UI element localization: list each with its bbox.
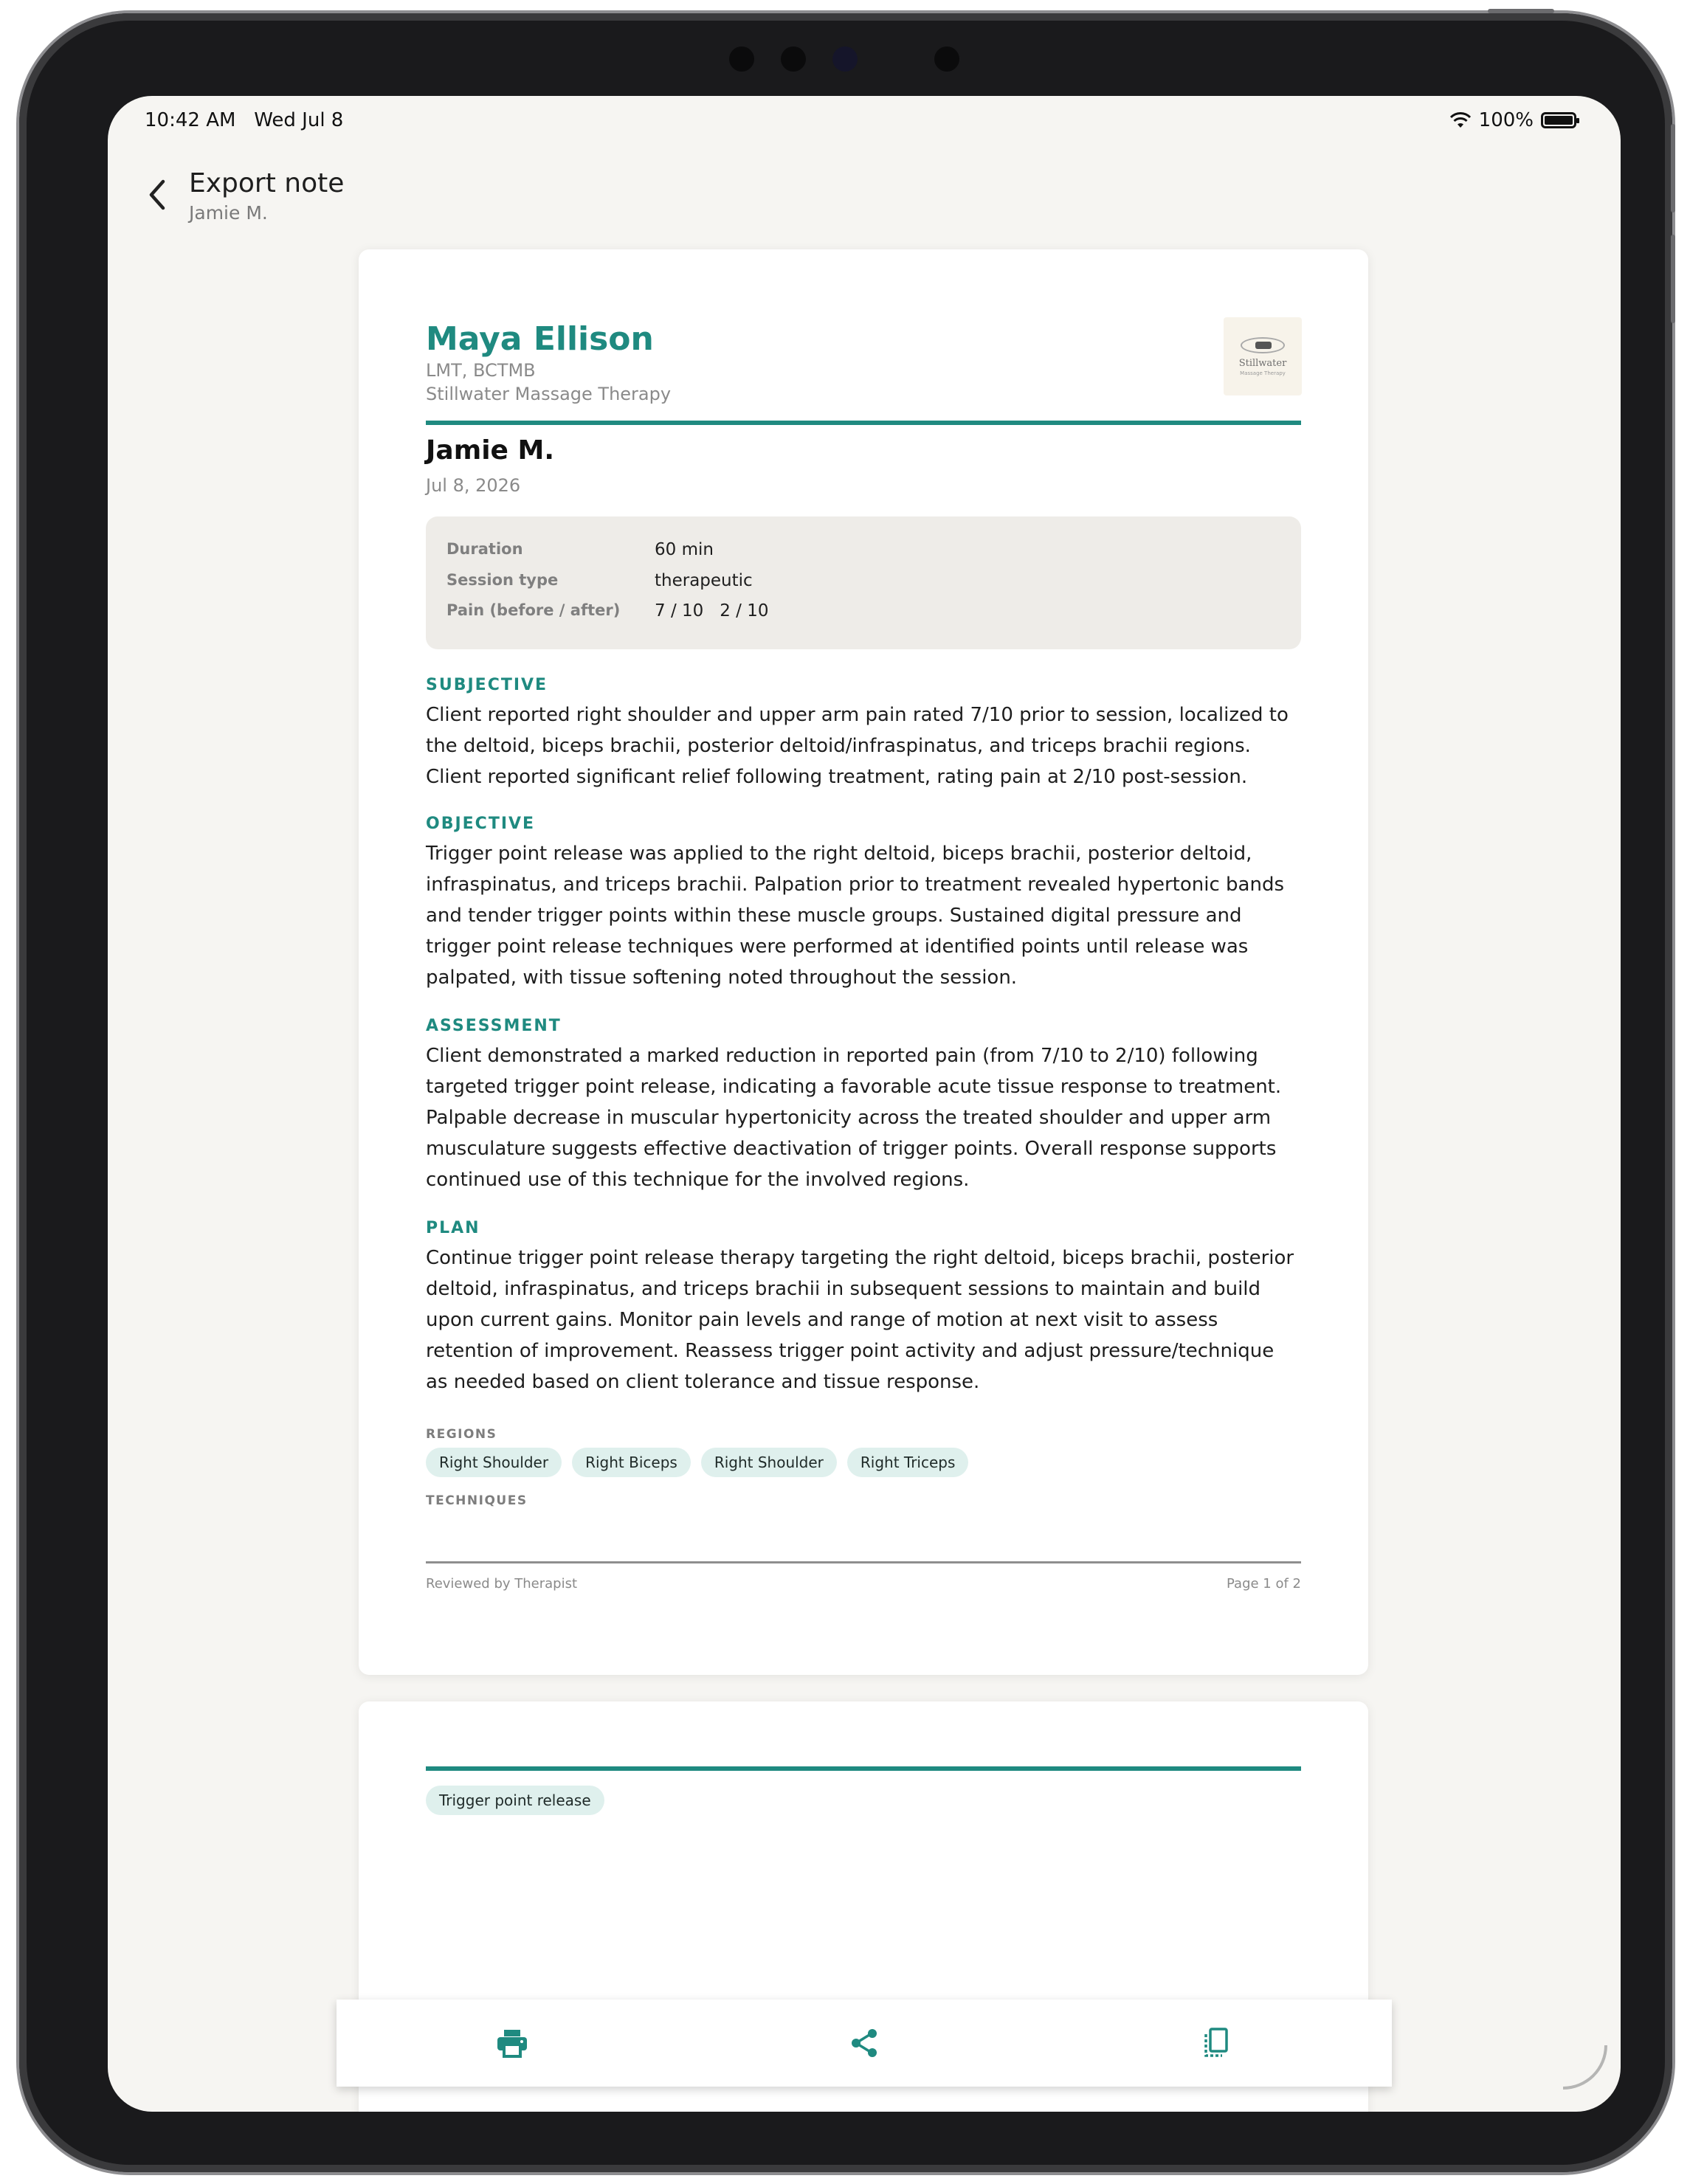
print-button[interactable] <box>483 2014 542 2073</box>
footer-reviewed: Reviewed by Therapist <box>426 1576 578 1592</box>
status-bar <box>108 96 1621 148</box>
duration-value: 60 min <box>655 540 714 559</box>
region-chip: Right Shoulder <box>426 1448 562 1477</box>
pages-button[interactable] <box>1187 2014 1246 2073</box>
logo-word: Stillwater <box>1238 357 1287 369</box>
assessment-text: Client demonstrated a marked reduction in reported pain (from 7/10 to 2/10) following targeted trigger point release, indicating a favorable acute tissue response to treatment. Palpable decrease in muscular hypertonicity across the treated shoulder and upper arm musculature suggests effective deactivation of trigger points. Overall response supports continued use of this technique for the involved regions. <box>426 1045 1282 1191</box>
session-date: Jul 8, 2026 <box>426 475 521 496</box>
plan-heading: PLAN <box>426 1219 480 1237</box>
tablet-frame <box>19 13 1672 2172</box>
note-page-1 <box>359 249 1368 1675</box>
header-divider <box>426 1766 1301 1771</box>
status-time <box>145 109 343 131</box>
subjective-text: Client reported right shoulder and upper arm pain rated 7/10 prior to session, localized to the deltoid, biceps brachii, posterior deltoid/infraspinatus, and triceps brachii regions. Client reported significant relief following treatment, rating pain at 2/10 post-session. <box>426 704 1289 788</box>
printer-icon <box>496 2028 528 2058</box>
camera-sensor <box>729 46 754 72</box>
techniques-label: TECHNIQUES <box>426 1493 528 1508</box>
camera-sensor <box>934 46 959 72</box>
plan-text: Continue trigger point release therapy targeting the right deltoid, biceps brachii, posterior deltoid, infraspinatus, and triceps brachii in subsequent sessions to maintain and build upon current gains. Monitor pain levels and range of motion at next visit to assess retention of improvement. Reassess trigger point activity and adjust pressure/technique as needed based on client tolerance and tissue response. <box>426 1247 1294 1393</box>
header-divider <box>426 421 1301 425</box>
camera-sensor <box>781 46 806 72</box>
time-text: 10:42 AM <box>145 109 236 131</box>
footer-divider <box>426 1561 1301 1563</box>
footer-page-number: Page 1 of 2 <box>1227 1576 1301 1592</box>
page-subtitle: Jamie M. <box>189 202 268 224</box>
session-type-label: Session type <box>446 571 559 589</box>
duration-label: Duration <box>446 540 523 558</box>
volume-button <box>1671 235 1675 323</box>
chevron-left-icon <box>147 179 169 211</box>
volume-button <box>1671 124 1675 212</box>
region-chip: Right Triceps <box>847 1448 969 1477</box>
screen <box>108 96 1621 2112</box>
subjective-heading: SUBJECTIVE <box>426 676 548 694</box>
assessment-heading: ASSESSMENT <box>426 1017 562 1035</box>
share-button[interactable] <box>835 2014 894 2073</box>
pages-icon <box>1201 2027 1231 2059</box>
clinic-logo <box>1224 317 1302 395</box>
back-button[interactable] <box>136 173 180 217</box>
logo-tagline: Massage Therapy <box>1240 370 1286 376</box>
region-chip: Right Biceps <box>572 1448 691 1477</box>
share-icon <box>849 2028 879 2059</box>
regions-label: REGIONS <box>426 1427 497 1442</box>
page-title: Export note <box>189 168 345 198</box>
session-type-value: therapeutic <box>655 571 753 590</box>
logo-mark <box>1241 337 1285 353</box>
action-bar <box>337 2000 1392 2087</box>
objective-heading: OBJECTIVE <box>426 815 536 833</box>
wifi-icon <box>1449 111 1472 129</box>
camera-lens <box>832 46 858 72</box>
battery-percent: 100% <box>1478 109 1534 131</box>
technique-chip: Trigger point release <box>426 1786 604 1815</box>
therapist-credentials: LMT, BCTMB <box>426 360 536 381</box>
resize-corner-indicator <box>1563 2045 1607 2090</box>
pain-label: Pain (before / after) <box>446 601 621 619</box>
date-text: Wed Jul 8 <box>254 109 344 131</box>
battery-icon <box>1541 112 1576 128</box>
power-button <box>1488 9 1554 13</box>
client-name: Jamie M. <box>426 435 554 466</box>
regions-chips <box>426 1448 968 1477</box>
app-bar <box>108 155 1621 236</box>
pain-value: 7 / 10 2 / 10 <box>655 601 769 621</box>
clinic-name: Stillwater Massage Therapy <box>426 384 672 404</box>
session-info-box <box>426 516 1301 649</box>
objective-text: Trigger point release was applied to the right deltoid, biceps brachii, posterior deltoid, infraspinatus, and triceps brachii. Palpation prior to treatment revealed hypertonic bands and tender trigger points within these muscle groups. Sustained digital pressure and trigger point release techniques were performed at identified points until release was palpated, with tissue softening noted throughout the session. <box>426 843 1284 989</box>
region-chip: Right Shoulder <box>701 1448 837 1477</box>
status-right <box>1449 109 1576 131</box>
therapist-name: Maya Ellison <box>426 320 654 358</box>
techniques-chips <box>426 1786 604 1815</box>
